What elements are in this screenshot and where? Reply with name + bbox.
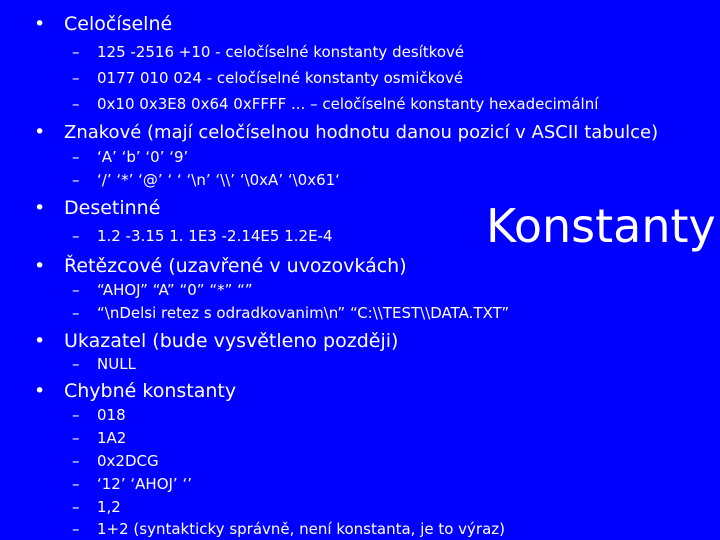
sub-item-text: 1,2 xyxy=(97,498,121,516)
dash-icon: – xyxy=(72,429,80,447)
bullet-desetinne xyxy=(34,196,160,220)
sub-item-text: 0x10 0x3E8 0x64 0xFFFF ... – celočíselné konstanty hexadecimální xyxy=(97,95,599,113)
section-heading: Znakové (mají celočíselnou hodnotu danou pozicí v ASCII tabulce) xyxy=(64,122,659,143)
dash-icon: – xyxy=(72,452,80,470)
bullet-icon: • xyxy=(34,380,46,402)
dash-icon: – xyxy=(72,69,80,87)
sub-item xyxy=(72,147,188,167)
dash-icon: – xyxy=(72,227,80,245)
sub-item xyxy=(72,354,136,374)
dash-icon: – xyxy=(72,355,80,373)
sub-item-text: ‘/’ ‘*’ ‘@’ ‘ ‘ ‘\n’ ‘\\’ ‘\0xA’ ‘\0x61‘ xyxy=(97,171,340,189)
bullet-chybne xyxy=(34,379,236,403)
sub-item xyxy=(72,497,121,517)
sub-item-text: ‘12’ ‘AHOJ’ ‘’ xyxy=(97,475,193,493)
sub-item-text: “AHOJ” “A” “0” “*” “” xyxy=(97,281,253,299)
sub-item xyxy=(72,519,505,539)
sub-item xyxy=(72,280,253,300)
dash-icon: – xyxy=(72,520,80,538)
sub-item xyxy=(72,405,126,425)
dash-icon: – xyxy=(72,498,80,516)
sub-item xyxy=(72,226,333,246)
sub-item xyxy=(72,303,509,323)
section-heading: Chybné konstanty xyxy=(64,380,237,402)
sub-item xyxy=(72,451,159,471)
sub-item-text: ‘A’ ‘b’ ‘0’ ‘9’ xyxy=(97,148,189,166)
sub-item-text: 125 -2516 +10 - celočíselné konstanty desítkové xyxy=(97,43,465,61)
dash-icon: – xyxy=(72,148,80,166)
sub-item xyxy=(72,68,463,88)
bullet-icon: • xyxy=(34,330,46,352)
bullet-icon: • xyxy=(34,197,46,219)
sub-item xyxy=(72,94,598,114)
section-heading: Celočíselné xyxy=(64,13,173,35)
bullet-ukazatel xyxy=(34,329,398,353)
sub-item-text: 1.2 -3.15 1. 1E3 -2.14E5 1.2E-4 xyxy=(97,227,333,245)
dash-icon: – xyxy=(72,475,80,493)
sub-item-text: 1+2 (syntakticky správně, není konstanta, je to výraz) xyxy=(97,520,506,538)
bullet-icon: • xyxy=(34,121,46,143)
sub-item xyxy=(72,42,464,62)
bullet-icon: • xyxy=(34,13,46,35)
sub-item-text: NULL xyxy=(97,355,136,373)
slide-title: Konstanty xyxy=(486,199,716,253)
sub-item-text: 0x2DCG xyxy=(97,452,159,470)
sub-item xyxy=(72,428,126,448)
dash-icon: – xyxy=(72,171,80,189)
bullet-celociselne xyxy=(34,12,172,36)
dash-icon: – xyxy=(72,406,80,424)
bullet-icon: • xyxy=(34,255,46,277)
dash-icon: – xyxy=(72,281,80,299)
sub-item xyxy=(72,170,340,190)
dash-icon: – xyxy=(72,43,80,61)
sub-item-text: “\nDelsi retez s odradkovanim\n” “C:\\TEST\\DATA.TXT” xyxy=(97,304,510,322)
section-heading: Ukazatel (bude vysvětleno později) xyxy=(64,330,399,352)
dash-icon: – xyxy=(72,95,80,113)
bullet-znakove xyxy=(34,120,658,145)
sub-item-text: 018 xyxy=(97,406,126,424)
section-heading: Desetinné xyxy=(64,197,161,219)
dash-icon: – xyxy=(72,304,80,322)
section-heading: Řetězcové (uzavřené v uvozovkách) xyxy=(64,255,407,277)
sub-item-text: 0177 010 024 - celočíselné konstanty osmičkové xyxy=(97,69,464,87)
sub-item xyxy=(72,474,192,494)
bullet-retezcove xyxy=(34,254,407,278)
sub-item-text: 1A2 xyxy=(97,429,127,447)
